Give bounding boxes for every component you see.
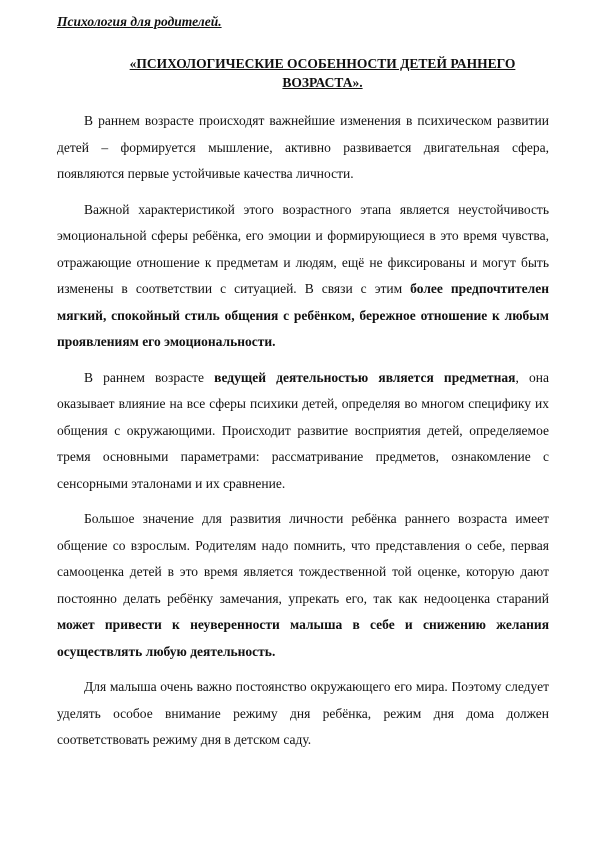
- paragraph-3-bold: ведущей деятельностью является предметная: [214, 369, 516, 385]
- paragraph-2-text: Важной характеристикой этого возрастного этапа является неустойчивость эмоциональной сферы ребёнка, его эмоции и формирующиеся в это время чувства, отражающие отношение к предметам и людям, ещё не фиксированы и могут быть изменены в соответствии с ситуацией. В связи с этим: [57, 201, 549, 296]
- paragraph-3: [57, 365, 549, 498]
- paragraph-3-text: В раннем возрасте: [84, 369, 215, 385]
- document-title: [95, 54, 550, 92]
- paragraph-2: [57, 197, 549, 356]
- paragraph-4: [57, 506, 549, 665]
- title-line-1: «ПСИХОЛОГИЧЕСКИЕ ОСОБЕННОСТИ ДЕТЕЙ РАННЕГО: [129, 56, 516, 71]
- paragraph-3-tail: , она оказывает влияние на все сферы психики детей, определяя во многом специфику их общения с окружающими. Происходит развитие восприятия детей, определяемое тремя основными параметрами: рассматривание предметов, ознакомление с сенсорными эталонами и их сравнение.: [57, 369, 549, 491]
- paragraph-5: [57, 674, 549, 754]
- paragraph-4-text: Большое значение для развития личности ребёнка раннего возраста имеет общение со взрослым. Родителям надо помнить, что представления о себе, первая самооценка детей в это время является тождественной той оценке, которую дают постоянно делать ребёнку замечания, упрекать его, так как недооценка стараний: [57, 511, 549, 606]
- paragraph-1-text: В раннем возрасте происходят важнейшие изменения в психическом развитии детей – формируется мышление, активно развивается двигательная сфера, появляются первые устойчивые качества личности.: [57, 113, 549, 181]
- paragraph-2-bold: более предпочтителен мягкий, спокойный стиль общения с ребёнком, бережное отношение к любым проявлениям его эмоциональности.: [57, 281, 549, 349]
- paragraph-1: [57, 108, 549, 188]
- document-body: [57, 108, 549, 763]
- title-line-2: ВОЗРАСТА».: [282, 75, 363, 90]
- paragraph-4-bold: может привести к неуверенности малыша в себе и снижению желания осуществлять любую деятельность.: [57, 617, 549, 659]
- section-header: Психология для родителей.: [57, 14, 222, 29]
- paragraph-5-text: Для малыша очень важно постоянство окружающего его мира. Поэтому следует уделять особое внимание режиму дня ребёнка, режим дня дома должен соответствовать режиму дня в детском саду.: [57, 679, 549, 747]
